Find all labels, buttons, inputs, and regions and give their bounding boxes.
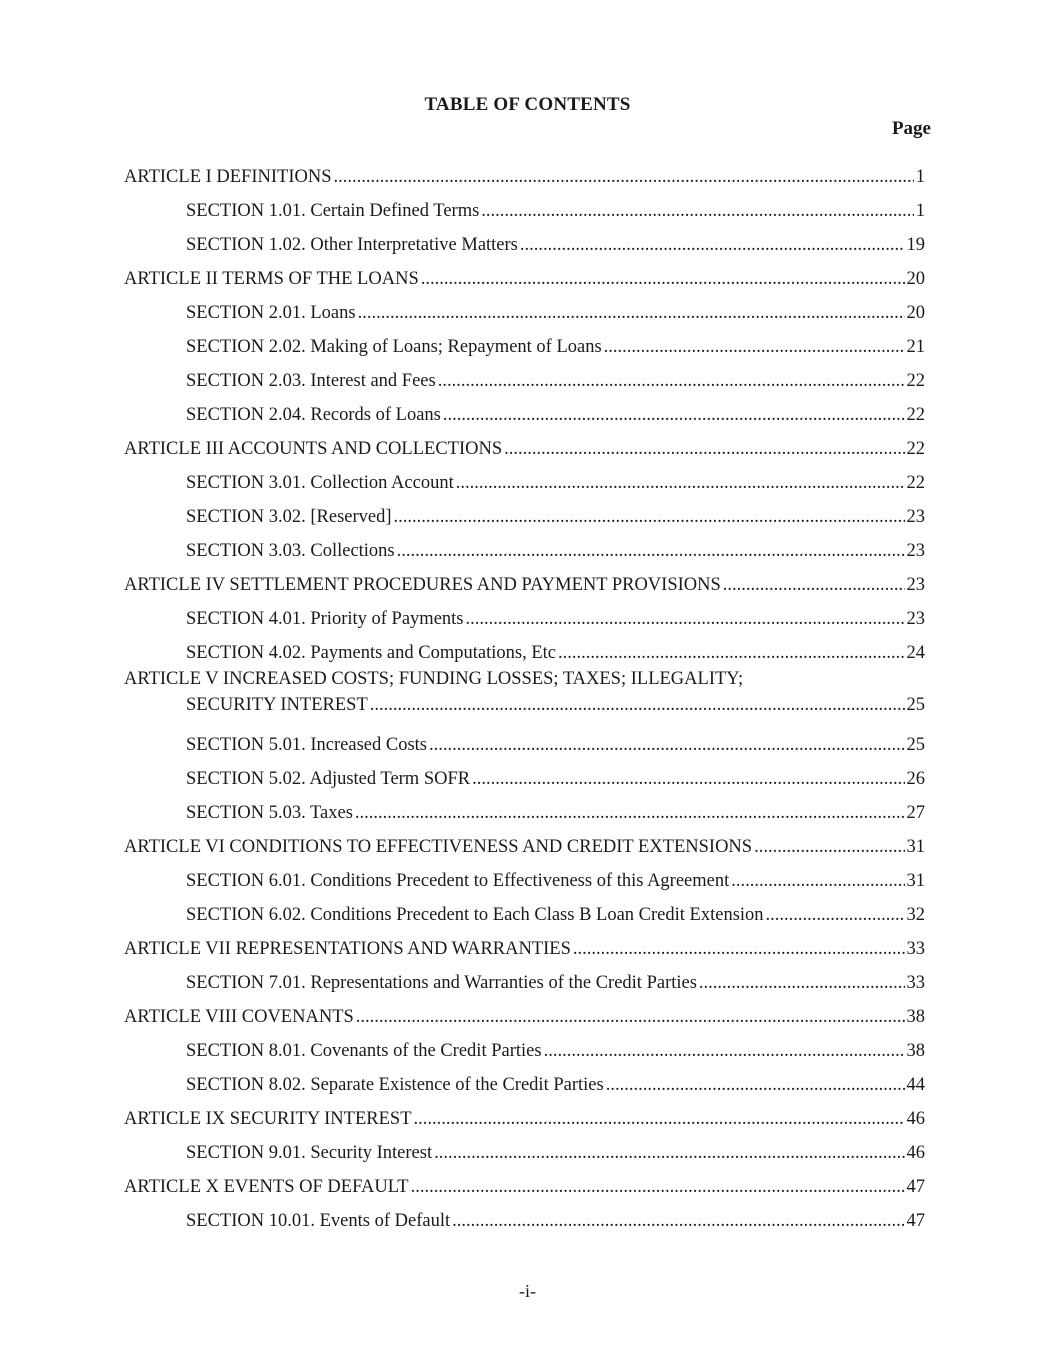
toc-page-number: 47 xyxy=(906,1211,925,1231)
toc-page-number: 46 xyxy=(906,1143,925,1163)
toc-entry-text: ARTICLE VII REPRESENTATIONS AND WARRANTIES xyxy=(124,939,571,959)
toc-entry-section[interactable] xyxy=(124,633,925,667)
toc-entry-text: ARTICLE IV SETTLEMENT PROCEDURES AND PAYMENT PROVISIONS xyxy=(124,575,721,595)
toc-entry-text: ARTICLE VI CONDITIONS TO EFFECTIVENESS AND CREDIT EXTENSIONS xyxy=(124,837,753,857)
toc-page-number: 44 xyxy=(906,1075,925,1095)
toc-entry-text: SECTION 1.01. Certain Defined Terms xyxy=(186,201,480,221)
toc-page-number: 25 xyxy=(906,695,925,715)
toc-page-number: 32 xyxy=(906,905,925,925)
toc-entry-text: SECTION 5.03. Taxes xyxy=(186,803,353,823)
dot-leader xyxy=(421,265,905,293)
dot-leader xyxy=(443,401,905,429)
dot-leader xyxy=(370,691,905,719)
toc-entry-text: SECTION 8.01. Covenants of the Credit Parties xyxy=(186,1041,542,1061)
toc-entry-text: SECTION 10.01. Events of Default xyxy=(186,1211,451,1231)
dot-leader xyxy=(334,163,914,191)
toc-entry-section[interactable] xyxy=(124,191,925,225)
toc-entry-text: ARTICLE V INCREASED COSTS; FUNDING LOSSES; TAXES; ILLEGALITY; xyxy=(124,669,744,689)
page-number-footer: -i- xyxy=(519,1281,536,1301)
toc-page-number: 22 xyxy=(906,405,925,425)
toc-entry-continuation xyxy=(124,691,925,719)
dot-leader xyxy=(520,231,905,259)
toc-entry-section[interactable] xyxy=(124,463,925,497)
dot-leader xyxy=(481,197,913,225)
dot-leader xyxy=(544,1037,905,1065)
toc-page-number: 33 xyxy=(906,973,925,993)
toc-entry-section[interactable] xyxy=(124,1065,925,1099)
toc-page-number: 46 xyxy=(906,1109,925,1129)
toc-entry-text: ARTICLE IX SECURITY INTEREST xyxy=(124,1109,412,1129)
toc-page-number: 23 xyxy=(906,609,925,629)
toc-page-number: 20 xyxy=(906,269,925,289)
toc-entry-text: SECTION 3.03. Collections xyxy=(186,541,395,561)
dot-leader xyxy=(452,1207,904,1235)
toc-page-number: 24 xyxy=(906,643,925,663)
toc-entry-text: ARTICLE II TERMS OF THE LOANS xyxy=(124,269,419,289)
toc-entry-text: SECTION 8.02. Separate Existence of the Credit Parties xyxy=(186,1075,604,1095)
dot-leader xyxy=(394,503,905,531)
toc-entry-text: SECTION 2.04. Records of Loans xyxy=(186,405,441,425)
toc-page-number: 23 xyxy=(906,575,925,595)
toc-entry-section[interactable] xyxy=(124,599,925,633)
dot-leader xyxy=(414,1105,905,1133)
toc-page-number: 25 xyxy=(906,735,925,755)
toc-entry-section[interactable] xyxy=(124,759,925,793)
toc-entry-text: SECTION 6.01. Conditions Precedent to Effectiveness of this Agreement xyxy=(186,871,730,891)
toc-entry-text: ARTICLE X EVENTS OF DEFAULT xyxy=(124,1177,409,1197)
toc-entry-section[interactable] xyxy=(124,361,925,395)
toc-entry-section[interactable] xyxy=(124,861,925,895)
toc-title: TABLE OF CONTENTS xyxy=(424,94,631,115)
dot-leader xyxy=(472,765,904,793)
toc-entry-text: SECTION 2.02. Making of Loans; Repayment of Loans xyxy=(186,337,602,357)
dot-leader xyxy=(429,731,905,759)
toc-entry-article[interactable] xyxy=(124,157,925,191)
dot-leader xyxy=(466,605,905,633)
toc-entry-section[interactable] xyxy=(124,1031,925,1065)
dot-leader xyxy=(723,571,905,599)
toc-entry-section[interactable] xyxy=(124,895,925,929)
toc-entry-section[interactable] xyxy=(124,395,925,429)
toc-entry-text: SECTION 4.02. Payments and Computations, Etc xyxy=(186,643,556,663)
toc-page-number: 31 xyxy=(906,837,925,857)
toc-entry-section[interactable] xyxy=(124,531,925,565)
toc-page-number: 1 xyxy=(915,201,925,221)
toc-entry-text: SECTION 5.01. Increased Costs xyxy=(186,735,427,755)
toc-page-number: 22 xyxy=(906,439,925,459)
dot-leader xyxy=(397,537,905,565)
toc-entry-section[interactable] xyxy=(124,725,925,759)
toc-entry-text: SECTION 3.02. [Reserved] xyxy=(186,507,392,527)
dot-leader xyxy=(358,299,905,327)
toc-entry-text: SECTION 9.01. Security Interest xyxy=(186,1143,433,1163)
toc-entry-article[interactable] xyxy=(124,827,925,861)
toc-entry-article[interactable] xyxy=(124,565,925,599)
toc-entry-text: SECTION 2.03. Interest and Fees xyxy=(186,371,436,391)
toc-page-number: 20 xyxy=(906,303,925,323)
dot-leader xyxy=(604,333,905,361)
toc-entry-section[interactable] xyxy=(124,225,925,259)
toc-entry-article[interactable] xyxy=(124,667,925,725)
toc-entry-section[interactable] xyxy=(124,793,925,827)
toc-entry-text: ARTICLE III ACCOUNTS AND COLLECTIONS xyxy=(124,439,503,459)
dot-leader xyxy=(754,833,904,861)
toc-entry-section[interactable] xyxy=(124,327,925,361)
dot-leader xyxy=(456,469,905,497)
dot-leader xyxy=(504,435,904,463)
toc-entry-article[interactable] xyxy=(124,997,925,1031)
toc-page-number: 33 xyxy=(906,939,925,959)
dot-leader xyxy=(766,901,905,929)
toc-entry-text: SECTION 1.02. Other Interpretative Matters xyxy=(186,235,518,255)
dot-leader xyxy=(356,1003,905,1031)
toc-page-number: 26 xyxy=(906,769,925,789)
dot-leader xyxy=(606,1071,905,1099)
toc-entry-section[interactable] xyxy=(124,293,925,327)
toc-entry-section[interactable] xyxy=(124,1201,925,1235)
toc-page-number: 23 xyxy=(906,541,925,561)
toc-entry-text-continued: SECURITY INTEREST xyxy=(186,695,368,715)
toc-page-number: 1 xyxy=(915,167,925,187)
toc-entry-article[interactable] xyxy=(124,259,925,293)
dot-leader xyxy=(558,639,905,667)
toc-entry-text: SECTION 7.01. Representations and Warranties of the Credit Parties xyxy=(186,973,697,993)
toc-entry-text: ARTICLE I DEFINITIONS xyxy=(124,167,332,187)
toc-entry-text: SECTION 2.01. Loans xyxy=(186,303,356,323)
dot-leader xyxy=(434,1139,904,1167)
toc-page-number: 21 xyxy=(906,337,925,357)
toc-entry-article[interactable] xyxy=(124,929,925,963)
toc-entry-text: SECTION 3.01. Collection Account xyxy=(186,473,454,493)
toc-entry-text: ARTICLE VIII COVENANTS xyxy=(124,1007,354,1027)
toc-entry-section[interactable] xyxy=(124,497,925,531)
toc-entry-article[interactable] xyxy=(124,1167,925,1201)
dot-leader xyxy=(438,367,905,395)
dot-leader xyxy=(355,799,905,827)
toc-entry-text: SECTION 6.02. Conditions Precedent to Each Class B Loan Credit Extension xyxy=(186,905,764,925)
toc-page-number: 31 xyxy=(906,871,925,891)
dot-leader xyxy=(411,1173,905,1201)
toc-entry-article[interactable] xyxy=(124,429,925,463)
toc-page-number: 47 xyxy=(906,1177,925,1197)
toc-page-number: 27 xyxy=(906,803,925,823)
dot-leader xyxy=(699,969,905,997)
toc-entry-article[interactable] xyxy=(124,1099,925,1133)
toc-page-number: 23 xyxy=(906,507,925,527)
toc-entry-text: SECTION 5.02. Adjusted Term SOFR xyxy=(186,769,471,789)
toc-page-number: 38 xyxy=(906,1007,925,1027)
page-column-header: Page xyxy=(891,118,931,139)
dot-leader xyxy=(731,867,904,895)
toc-page-number: 38 xyxy=(906,1041,925,1061)
dot-leader xyxy=(573,935,905,963)
toc-page-number: 19 xyxy=(906,235,925,255)
toc-page-number: 22 xyxy=(906,473,925,493)
toc-list xyxy=(124,157,925,1235)
toc-entry-section[interactable] xyxy=(124,963,925,997)
toc-entry-text: SECTION 4.01. Priority of Payments xyxy=(186,609,464,629)
toc-page-number: 22 xyxy=(906,371,925,391)
toc-entry-section[interactable] xyxy=(124,1133,925,1167)
